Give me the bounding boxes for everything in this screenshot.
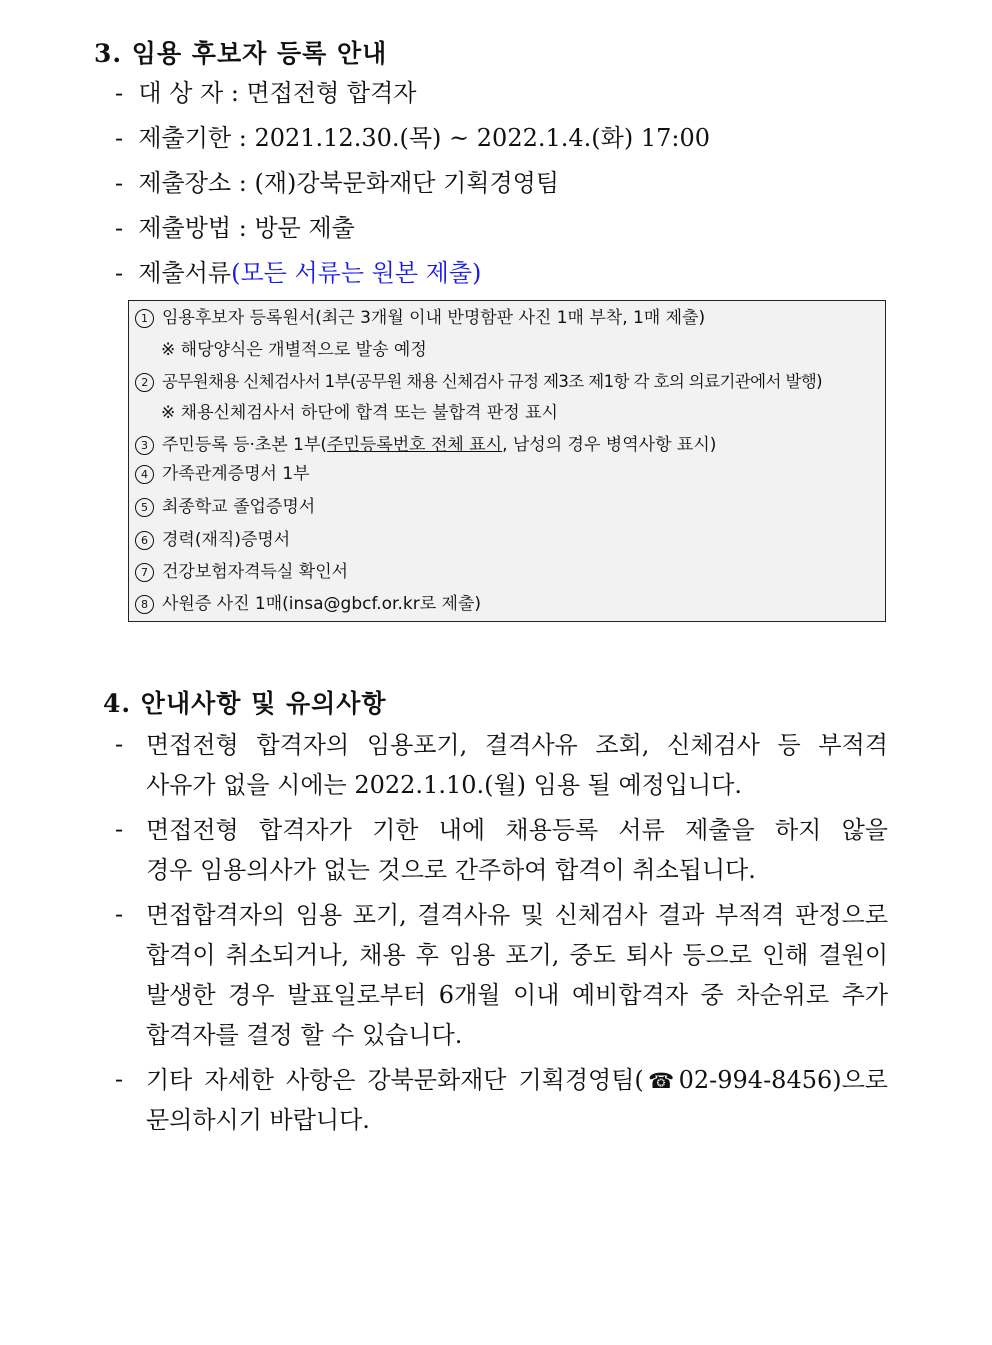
paragraph-line: 면접전형 합격자의 임용포기, 결격사유 조회, 신체검사 등 부적격 <box>146 731 888 759</box>
circled-number: 5 <box>135 498 154 517</box>
doc-item-8 <box>135 593 481 615</box>
item-documents <box>115 258 481 288</box>
doc-item-7 <box>135 561 348 583</box>
doc-text: , 남성의 경우 병역사항 표시) <box>502 435 717 455</box>
paragraph-line: 면접합격자의 임용 포기, 결격사유 및 신체검사 결과 부적격 판정으로 <box>146 901 888 929</box>
doc-text: 사원증 사진 1매(insa@gbcf.or.kr로 제출) <box>162 594 482 614</box>
doc-item-4 <box>135 463 310 485</box>
item-label: 제출기한 : 2021.12.30.(목) ~ 2022.1.4.(화) 17:00 <box>138 124 710 152</box>
circled-number: 6 <box>135 531 154 550</box>
doc-item-6 <box>135 529 290 551</box>
dash: - <box>115 900 124 928</box>
dash: - <box>115 79 124 107</box>
dash: - <box>115 124 124 152</box>
notice-paragraph-1 <box>146 725 888 805</box>
dash: - <box>115 259 124 287</box>
paragraph-line: 문의하시기 바랍니다. <box>146 1106 370 1134</box>
doc-item-1 <box>135 307 705 329</box>
item-method <box>115 213 355 243</box>
dash: - <box>115 815 124 843</box>
doc-text: 건강보험자격득실 확인서 <box>162 562 349 582</box>
item-location <box>115 168 559 198</box>
phone-icon: ☎ <box>643 1069 679 1093</box>
paragraph-line: 발생한 경우 발표일로부터 6개월 이내 예비합격자 중 차순위로 추가 <box>146 981 888 1009</box>
dash: - <box>115 214 124 242</box>
section3-heading: 3. 임용 후보자 등록 안내 <box>94 39 388 68</box>
notice-paragraph-2 <box>146 810 888 890</box>
item-deadline <box>115 123 710 153</box>
dash: - <box>115 169 124 197</box>
doc-item-2 <box>135 371 822 393</box>
item-label: 대 상 자 : 면접전형 합격자 <box>138 79 417 107</box>
circled-number: 3 <box>135 436 154 455</box>
notice-paragraph-4 <box>146 1060 888 1140</box>
doc-text: 경력(재직)증명서 <box>162 530 291 550</box>
circled-number: 8 <box>135 595 154 614</box>
doc-note-1: ※ 해당양식은 개별적으로 발송 예정 <box>161 340 427 360</box>
phone-number: 02-994-8456)으로 <box>678 1066 888 1094</box>
paragraph-line: 사유가 없을 시에는 2022.1.10.(월) 임용 될 예정입니다. <box>146 771 743 799</box>
paragraph-line: 합격자를 결정 할 수 있습니다. <box>146 1021 463 1049</box>
circled-number: 2 <box>135 373 154 392</box>
original-note: (모든 서류는 원본 제출) <box>231 259 482 287</box>
paragraph-line: 면접전형 합격자가 기한 내에 채용등록 서류 제출을 하지 않을 <box>146 816 888 844</box>
doc-text: 가족관계증명서 1부 <box>162 464 310 484</box>
item-target <box>115 78 416 108</box>
doc-item-3 <box>135 434 716 456</box>
doc-text: 공무원채용 신체검사서 1부(공무원 채용 신체검사 규정 제3조 제1항 각 호의 의료기관에서 발행) <box>162 372 823 391</box>
documents-box <box>128 300 886 622</box>
paragraph-line: 경우 임용의사가 없는 것으로 간주하여 합격이 취소됩니다. <box>146 856 756 884</box>
dash: - <box>115 730 124 758</box>
circled-number: 1 <box>135 309 154 328</box>
doc-text: 주민등록 등·초본 1부( <box>162 435 328 455</box>
notice-paragraph-3 <box>146 895 888 1055</box>
doc-item-5 <box>135 496 315 518</box>
circled-number: 4 <box>135 465 154 484</box>
item-label: 제출서류 <box>138 259 232 287</box>
dash: - <box>115 1065 124 1093</box>
doc-text: 최종학교 졸업증명서 <box>162 497 316 517</box>
item-label: 제출방법 : 방문 제출 <box>138 214 355 242</box>
circled-number: 7 <box>135 563 154 582</box>
line-text: 기타 자세한 사항은 강북문화재단 기획경영팀( <box>146 1066 644 1094</box>
doc-text-underlined: 주민등록번호 전체 표시 <box>327 435 503 455</box>
section4-heading: 4. 안내사항 및 유의사항 <box>103 689 387 718</box>
doc-text: 임용후보자 등록원서(최근 3개월 이내 반명함판 사진 1매 부착, 1매 제출) <box>162 308 706 328</box>
doc-note-2: ※ 채용신체검사서 하단에 합격 또는 불합격 판정 표시 <box>161 403 558 423</box>
paragraph-line <box>146 1060 888 1100</box>
item-label: 제출장소 : (재)강북문화재단 기획경영팀 <box>138 169 560 197</box>
paragraph-line: 합격이 취소되거나, 채용 후 임용 포기, 중도 퇴사 등으로 인해 결원이 <box>146 941 888 969</box>
